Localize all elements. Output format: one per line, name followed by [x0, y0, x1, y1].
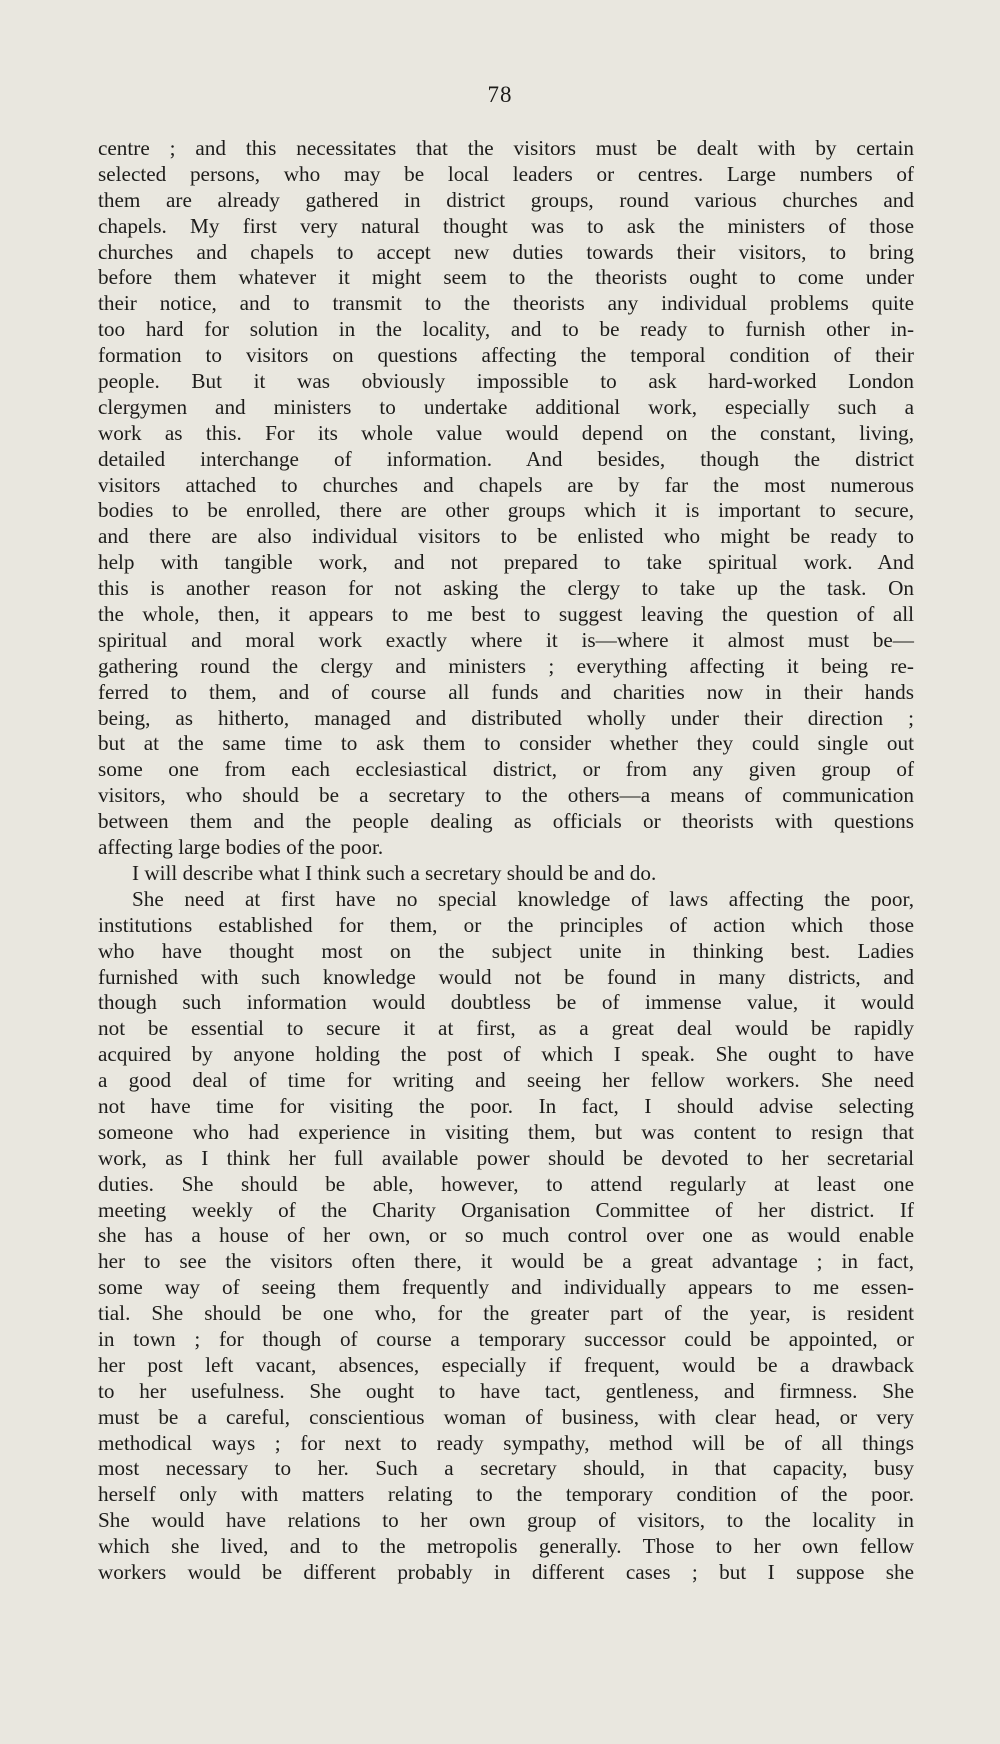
text-line: her post left vacant, absences, especially if frequent, would be a drawback	[98, 1352, 914, 1377]
text-line: people. But it was obviously impossible to ask hard-worked London	[98, 369, 914, 394]
text-line: visitors attached to churches and chapels are by far the most numerous	[98, 472, 914, 497]
text-line: this is another reason for not asking the clergy to take up the task. On	[98, 576, 914, 601]
text-line: who have thought most on the subject unite in thinking best. Ladies	[98, 938, 914, 963]
text-line: herself only with matters relating to the temporary condition of the poor.	[98, 1482, 914, 1507]
text-line: in town ; for though of course a temporary successor could be appointed, or	[98, 1326, 914, 1351]
text-line: between them and the people dealing as officials or theorists with questions	[98, 809, 914, 834]
text-line: them are already gathered in district groups, round various churches and	[98, 187, 914, 212]
text-line: tial. She should be one who, for the greater part of the year, is resident	[98, 1301, 914, 1326]
text-line: institutions established for them, or the principles of action which those	[98, 912, 914, 937]
text-line: She would have relations to her own group of visitors, to the locality in	[98, 1508, 914, 1533]
text-line: methodical ways ; for next to ready sympathy, method will be of all things	[98, 1430, 914, 1455]
text-line: she has a house of her own, or so much control over one as would enable	[98, 1223, 914, 1248]
text-line: not be essential to secure it at first, as a great deal would be rapidly	[98, 1016, 914, 1041]
text-line: before them whatever it might seem to the theorists ought to come under	[98, 265, 914, 290]
text-line: some one from each ecclesiastical district, or from any given group of	[98, 757, 914, 782]
text-line: must be a careful, conscientious woman of business, with clear head, or very	[98, 1404, 914, 1429]
text-line: spiritual and moral work exactly where it is—where it almost must be—	[98, 627, 914, 652]
text-line: duties. She should be able, however, to attend regularly at least one	[98, 1171, 914, 1196]
body-text	[98, 136, 914, 1586]
text-line: and there are also individual visitors to be enlisted who might be ready to	[98, 524, 914, 549]
text-line: formation to visitors on questions affecting the temporal condition of their	[98, 343, 914, 368]
text-line: some way of seeing them frequently and individually appears to me essen-	[98, 1275, 914, 1300]
text-line: chapels. My first very natural thought was to ask the ministers of those	[98, 213, 914, 238]
text-line: work, as I think her full available power should be devoted to her secretarial	[98, 1145, 914, 1170]
text-line: their notice, and to transmit to the theorists any individual problems quite	[98, 291, 914, 316]
text-line: being, as hitherto, managed and distributed wholly under their direction ;	[98, 705, 914, 730]
text-line: bodies to be enrolled, there are other groups which it is important to secure,	[98, 498, 914, 523]
text-line: affecting large bodies of the poor.	[98, 835, 384, 860]
text-line: too hard for solution in the locality, and to be ready to furnish other in-	[98, 317, 914, 342]
text-line: a good deal of time for writing and seeing her fellow workers. She need	[98, 1068, 914, 1093]
text-line: visitors, who should be a secretary to the others—a means of communication	[98, 783, 914, 808]
text-line: not have time for visiting the poor. In fact, I should advise selecting	[98, 1093, 914, 1118]
text-line: but at the same time to ask them to consider whether they could single out	[98, 731, 914, 756]
text-line: the whole, then, it appears to me best to suggest leaving the question of all	[98, 602, 914, 627]
text-line: selected persons, who may be local leaders or centres. Large numbers of	[98, 161, 914, 186]
text-line: detailed interchange of information. And besides, though the district	[98, 446, 914, 471]
text-line: most necessary to her. Such a secretary should, in that capacity, busy	[98, 1456, 914, 1481]
text-line: I will describe what I think such a secretary should be and do.	[132, 860, 657, 885]
text-line: to her usefulness. She ought to have tact, gentleness, and firmness. She	[98, 1378, 914, 1403]
text-line: She need at first have no special knowledge of laws affecting the poor,	[132, 886, 914, 911]
text-line: centre ; and this necessitates that the visitors must be dealt with by certain	[98, 136, 914, 160]
text-line: churches and chapels to accept new duties towards their visitors, to bring	[98, 239, 914, 264]
text-line: workers would be different probably in different cases ; but I suppose she	[98, 1559, 914, 1584]
text-line: her to see the visitors often there, it would be a great advantage ; in fact,	[98, 1249, 914, 1274]
text-line: gathering round the clergy and ministers ; everything affecting it being re-	[98, 653, 914, 678]
text-line: acquired by anyone holding the post of which I speak. She ought to have	[98, 1042, 914, 1067]
text-line: help with tangible work, and not prepared to take spiritual work. And	[98, 550, 914, 575]
text-line: ferred to them, and of course all funds and charities now in their hands	[98, 679, 914, 704]
text-line: furnished with such knowledge would not be found in many districts, and	[98, 964, 914, 989]
text-line: someone who had experience in visiting them, but was content to resign that	[98, 1119, 914, 1144]
text-line: work as this. For its whole value would depend on the constant, living,	[98, 420, 914, 445]
text-line: though such information would doubtless be of immense value, it would	[98, 990, 914, 1015]
text-line: clergymen and ministers to undertake additional work, especially such a	[98, 394, 914, 419]
page-number: 78	[487, 82, 513, 107]
text-line: which she lived, and to the metropolis generally. Those to her own fellow	[98, 1534, 914, 1559]
text-line: meeting weekly of the Charity Organisation Committee of her district. If	[98, 1197, 914, 1222]
